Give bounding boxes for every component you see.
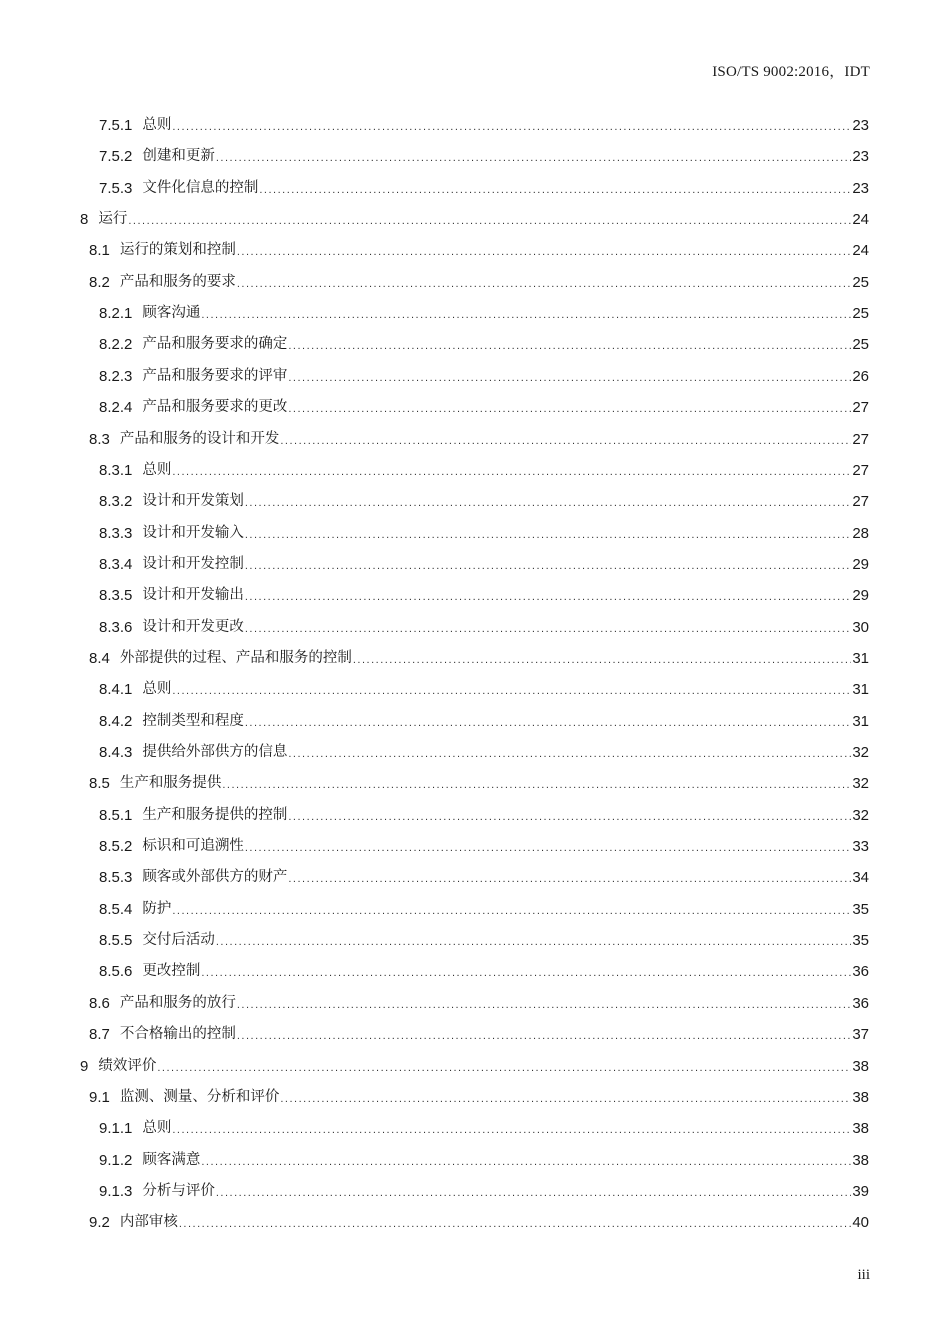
- toc-entry-page: 25: [852, 273, 869, 291]
- toc-entry-title: 总则: [142, 1120, 172, 1137]
- toc-entry[interactable]: [99, 173, 869, 204]
- toc-entry[interactable]: [99, 706, 869, 737]
- toc-entry-title: 交付后活动: [142, 932, 215, 949]
- toc-entry[interactable]: [89, 1082, 869, 1113]
- toc-entry[interactable]: [99, 141, 869, 172]
- toc-dot-leader: [288, 394, 851, 425]
- toc-entry[interactable]: [99, 1113, 869, 1144]
- toc-entry-number: 7.5.2: [99, 148, 133, 166]
- toc-entry-number: 7.5.1: [99, 117, 133, 134]
- toc-dot-leader: [353, 645, 851, 676]
- toc-entry-number: 9.1: [89, 1088, 110, 1106]
- toc-entry-number: 9.1.2: [99, 1151, 133, 1169]
- toc-entry-title: 设计和开发输入: [142, 524, 244, 541]
- toc-dot-leader: [280, 426, 851, 457]
- toc-entry-number: 8.3.3: [99, 524, 133, 542]
- toc-entry-title: 总则: [142, 461, 172, 478]
- toc-entry-page: 36: [852, 963, 869, 981]
- toc-entry[interactable]: [89, 643, 869, 674]
- toc-entry-title: 运行的策划和控制: [119, 242, 236, 259]
- toc-entry-number: 9.1.1: [99, 1120, 133, 1138]
- toc-entry-page: 27: [852, 430, 869, 448]
- toc-entry[interactable]: [99, 329, 869, 360]
- toc-dot-leader: [172, 676, 851, 707]
- toc-entry-number: 8.2: [89, 273, 110, 291]
- toc-entry-page: 34: [852, 869, 869, 887]
- toc-dot-leader: [157, 1053, 851, 1084]
- toc-dot-leader: [216, 927, 851, 958]
- toc-entry-title: 设计和开发更改: [142, 618, 244, 635]
- toc-entry-title: 监测、测量、分析和评价: [119, 1088, 280, 1105]
- toc-entry-number: 8.7: [89, 1026, 110, 1044]
- toc-entry-page: 31: [852, 712, 869, 730]
- toc-entry-title: 标识和可追溯性: [142, 838, 244, 855]
- toc-entry-title: 顾客沟通: [142, 305, 201, 322]
- toc-entry-title: 外部提供的过程、产品和服务的控制: [119, 649, 352, 666]
- toc-entry-number: 8.4.3: [99, 744, 133, 761]
- toc-entry-page: 36: [852, 994, 869, 1012]
- toc-entry[interactable]: [99, 925, 869, 956]
- toc-entry-page: 35: [852, 900, 869, 918]
- toc-entry-page: 31: [852, 681, 869, 699]
- toc-entry[interactable]: [89, 235, 869, 266]
- page-header-standard-id: ISO/TS 9002:2016，IDT: [712, 64, 870, 80]
- toc-entry-title: 产品和服务的设计和开发: [119, 430, 280, 447]
- toc-entry-number: 8.3.1: [99, 461, 133, 479]
- toc-entry-title: 顾客满意: [142, 1151, 201, 1168]
- toc-dot-leader: [245, 833, 851, 864]
- toc-entry-title: 内部审核: [119, 1214, 178, 1231]
- toc-entry-page: 33: [852, 838, 869, 856]
- toc-dot-leader: [216, 1178, 851, 1209]
- toc-entry-page: 26: [852, 367, 869, 385]
- toc-entry-title: 防护: [142, 900, 172, 917]
- toc-entry[interactable]: [99, 674, 869, 705]
- toc-dot-leader: [245, 708, 851, 739]
- toc-entry-page: 30: [852, 618, 869, 636]
- toc-entry-page: 38: [852, 1088, 869, 1106]
- toc-dot-leader: [288, 331, 851, 362]
- toc-entry-title: 绩效评价: [98, 1057, 157, 1074]
- toc-entry-page: 29: [852, 555, 869, 573]
- toc-entry[interactable]: [89, 768, 869, 799]
- toc-entry[interactable]: [80, 1051, 869, 1082]
- toc-entry[interactable]: [99, 737, 869, 768]
- toc-dot-leader: [288, 802, 851, 833]
- toc-dot-leader: [216, 143, 851, 174]
- toc-entry-page: 24: [852, 211, 869, 229]
- toc-entry[interactable]: [99, 298, 869, 329]
- toc-dot-leader: [237, 1021, 851, 1052]
- toc-entry[interactable]: [99, 800, 869, 831]
- toc-entry-number: 8.5.6: [99, 963, 133, 981]
- toc-dot-leader: [201, 958, 851, 989]
- toc-entry-number: 8.2.3: [99, 367, 133, 385]
- toc-entry[interactable]: [80, 204, 869, 235]
- toc-entry-title: 设计和开发输出: [142, 587, 244, 604]
- toc-entry-number: 8.5.4: [99, 900, 133, 918]
- toc-dot-leader: [280, 1084, 851, 1115]
- toc-entry-title: 创建和更新: [142, 148, 215, 165]
- toc-entry[interactable]: [99, 549, 869, 580]
- toc-entry[interactable]: [99, 1176, 869, 1207]
- toc-entry-title: 生产和服务提供的控制: [142, 806, 288, 823]
- toc-entry[interactable]: [99, 831, 869, 862]
- page-number: iii: [857, 1267, 870, 1283]
- toc-dot-leader: [237, 269, 851, 300]
- toc-dot-leader: [201, 300, 851, 331]
- toc-entry-page: 25: [852, 305, 869, 323]
- toc-entry-number: 8.4.1: [99, 681, 133, 699]
- toc-entry-page: 23: [852, 179, 869, 197]
- toc-entry-title: 顾客或外部供方的财产: [142, 869, 288, 886]
- toc-entry[interactable]: [89, 1019, 869, 1050]
- toc-entry-page: 32: [852, 775, 869, 793]
- toc-entry-number: 8.5.5: [99, 932, 133, 950]
- toc-entry-page: 28: [852, 524, 869, 542]
- toc-entry[interactable]: [99, 486, 869, 517]
- toc-entry[interactable]: [99, 612, 869, 643]
- toc-entry-number: 8.5.3: [99, 869, 133, 887]
- toc-entry[interactable]: [99, 392, 869, 423]
- toc-entry-title: 总则: [142, 681, 172, 698]
- toc-dot-leader: [172, 457, 851, 488]
- toc-entry-number: 7.5.3: [99, 179, 133, 197]
- toc-entry-title: 产品和服务要求的更改: [142, 399, 288, 416]
- toc-entry[interactable]: [99, 1145, 869, 1176]
- toc-entry-title: 设计和开发策划: [142, 493, 244, 510]
- toc-entry-title: 分析与评价: [142, 1182, 215, 1199]
- toc-entry-page: 32: [852, 806, 869, 824]
- toc-entry-title: 产品和服务要求的评审: [142, 367, 288, 384]
- toc-entry[interactable]: [89, 267, 869, 298]
- toc-entry-title: 生产和服务提供: [119, 775, 222, 792]
- toc-entry-page: 38: [852, 1120, 869, 1138]
- toc-entry-page: 32: [852, 744, 869, 761]
- toc-entry-number: 8.2.1: [99, 305, 133, 323]
- toc-dot-leader: [245, 614, 851, 645]
- toc-entry[interactable]: [89, 424, 869, 455]
- toc-entry-page: 39: [852, 1182, 869, 1200]
- toc-dot-leader: [245, 488, 851, 519]
- toc-entry[interactable]: [99, 110, 869, 141]
- toc-dot-leader: [172, 1115, 851, 1146]
- toc-dot-leader: [237, 990, 851, 1021]
- toc-dot-leader: [245, 582, 851, 613]
- toc-dot-leader: [172, 896, 851, 927]
- toc-entry-number: 8.2.2: [99, 336, 133, 354]
- toc-entry-title: 文件化信息的控制: [142, 179, 259, 196]
- toc-entry-number: 8.3.5: [99, 587, 133, 605]
- toc-entry-title: 总则: [142, 117, 172, 133]
- toc-entry[interactable]: [99, 580, 869, 611]
- toc-entry[interactable]: [99, 455, 869, 486]
- toc-entry-number: 9: [80, 1057, 89, 1075]
- toc-entry-page: 25: [852, 336, 869, 354]
- toc-dot-leader: [259, 175, 851, 206]
- toc-entry-title: 运行: [98, 211, 128, 228]
- toc-entry-page: 23: [852, 148, 869, 166]
- toc-entry-page: 29: [852, 587, 869, 605]
- toc-dot-leader: [288, 739, 851, 770]
- toc-dot-leader: [288, 363, 851, 394]
- toc-entry-page: 31: [852, 649, 869, 667]
- toc-entry-number: 8.5.1: [99, 806, 133, 824]
- toc-entry-number: 8.3.4: [99, 555, 133, 573]
- toc-dot-leader: [288, 864, 851, 895]
- toc-dot-leader: [179, 1209, 851, 1240]
- toc-entry-number: 8.5: [89, 775, 110, 793]
- toc-entry[interactable]: [89, 1207, 869, 1238]
- toc-entry-number: 8.1: [89, 242, 110, 260]
- toc-entry-title: 产品和服务要求的确定: [142, 336, 288, 353]
- toc-entry[interactable]: [99, 361, 869, 392]
- toc-entry-number: 8.4: [89, 649, 110, 667]
- toc-entry-page: 35: [852, 932, 869, 950]
- toc-dot-leader: [245, 520, 851, 551]
- toc-entry-number: 8.5.2: [99, 838, 133, 856]
- toc-entry-page: 27: [852, 399, 869, 417]
- toc-entry-page: 37: [852, 1026, 869, 1044]
- toc-entry-number: 8: [80, 211, 89, 229]
- toc-dot-leader: [172, 112, 851, 143]
- toc-entry-number: 8.3.6: [99, 618, 133, 636]
- toc-entry-number: 9.1.3: [99, 1182, 133, 1200]
- toc-dot-leader: [128, 206, 851, 237]
- toc-entry-page: 27: [852, 461, 869, 479]
- toc-entry-title: 产品和服务的放行: [119, 994, 236, 1011]
- toc-entry-page: 38: [852, 1057, 869, 1075]
- toc-entry-title: 产品和服务的要求: [119, 273, 236, 290]
- toc-dot-leader: [222, 770, 851, 801]
- toc-entry[interactable]: [99, 518, 869, 549]
- toc-entry-number: 8.2.4: [99, 399, 133, 417]
- toc-dot-leader: [245, 551, 851, 582]
- toc-entry-number: 9.2: [89, 1214, 110, 1232]
- toc-entry-title: 设计和开发控制: [142, 555, 244, 572]
- toc-entry[interactable]: [89, 988, 869, 1019]
- toc-entry-title: 提供给外部供方的信息: [142, 744, 288, 760]
- toc-entry-title: 控制类型和程度: [142, 712, 244, 729]
- toc-entry-title: 更改控制: [142, 963, 201, 980]
- toc-entry-number: 8.6: [89, 994, 110, 1012]
- toc-entry-page: 27: [852, 493, 869, 511]
- toc-dot-leader: [201, 1147, 851, 1178]
- toc-entry-number: 8.3.2: [99, 493, 133, 511]
- toc-entry-number: 8.4.2: [99, 712, 133, 730]
- toc-entry[interactable]: [99, 956, 869, 987]
- toc-entry-number: 8.3: [89, 430, 110, 448]
- toc-entry-page: 24: [852, 242, 869, 260]
- toc-entry[interactable]: [99, 862, 869, 893]
- toc-entry-page: 23: [852, 117, 869, 134]
- toc-entry-title: 不合格输出的控制: [119, 1026, 236, 1043]
- toc-entry-page: 38: [852, 1151, 869, 1169]
- toc-dot-leader: [237, 237, 851, 268]
- toc-entry-page: 40: [852, 1214, 869, 1232]
- toc-entry[interactable]: [99, 894, 869, 925]
